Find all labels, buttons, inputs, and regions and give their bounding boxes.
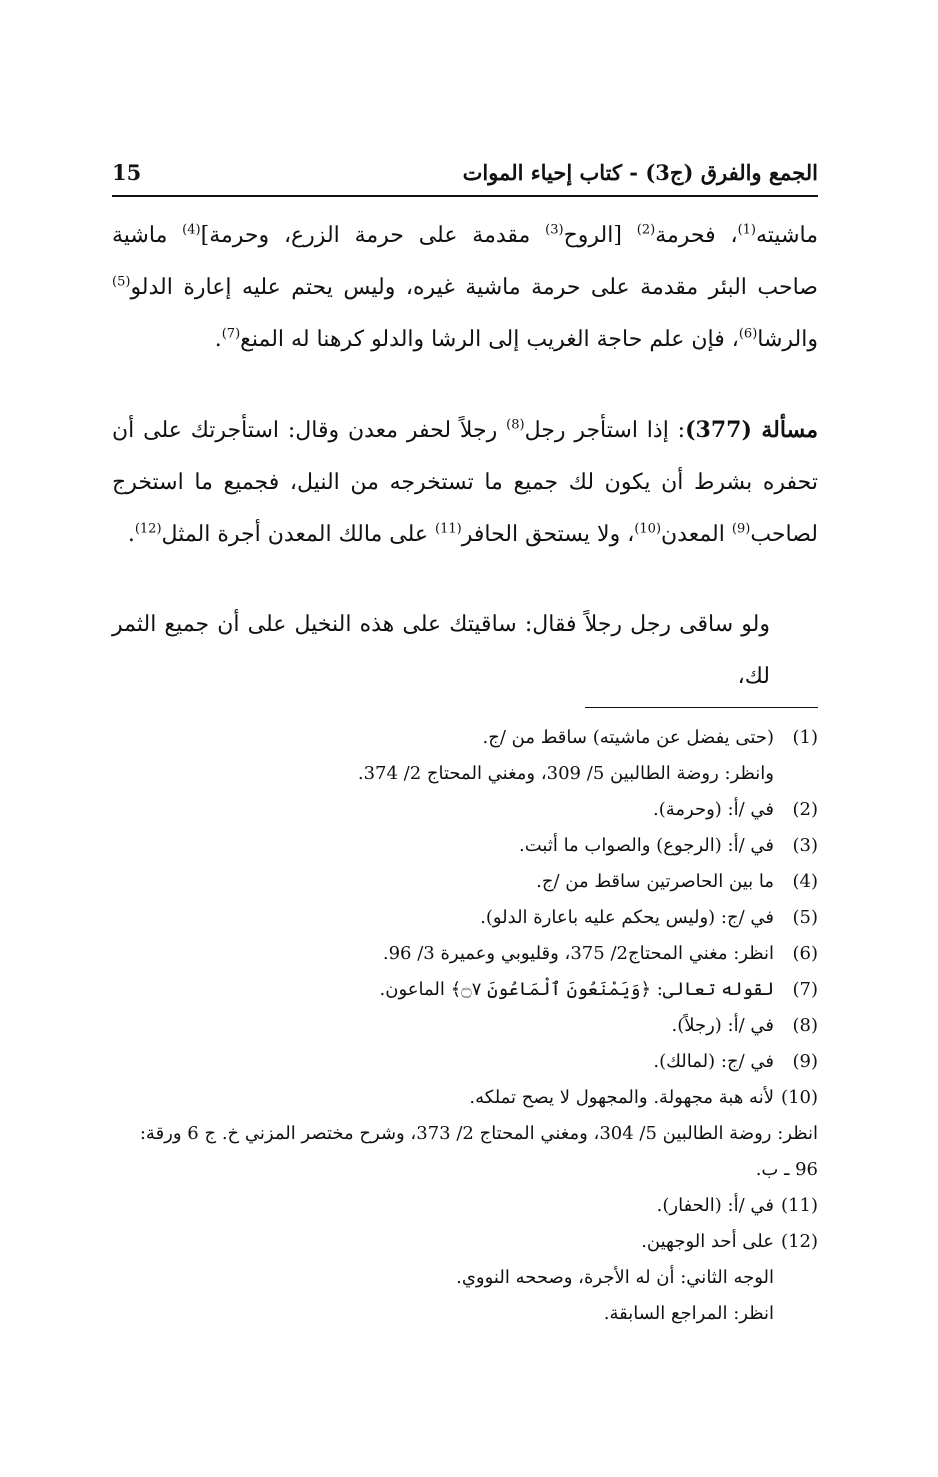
footnote-2 [112, 792, 818, 828]
footnote-text: في /ج: (وليس يحكم عليه باعارة الدلو). [480, 907, 774, 928]
header-rule [112, 195, 818, 197]
footnote-separator [585, 707, 818, 708]
text-run: . [127, 522, 135, 547]
footnote-number: (8) [792, 1015, 818, 1036]
paragraph-3: ولو ساقى رجل رجلاً فقال: ساقيتك على هذه النخيل على أن جميع الثمر لك، [112, 612, 770, 689]
footnote-7 [112, 972, 818, 1008]
footnote-number: (2) [792, 799, 818, 820]
footnote-ref: (8) [506, 417, 525, 433]
footnote-1-continuation: وانظر: روضة الطالبين 5/ 309، ومغني المحتاج 2/ 374. [357, 763, 774, 784]
text-run: ، فإن علم حاجة الغريب إلى الرشا والدلو كرهنا له المنع [240, 327, 739, 352]
footnote-text: لأنه هبة مجهولة. والمجهول لا يصح تملكه. [469, 1087, 774, 1108]
footnote-10 [112, 1080, 818, 1116]
footnote-number: (7) [792, 979, 818, 1000]
text-run: ماشية صاحب البئر مقدمة على حرمة ماشية غيره، وليس يحتم عليه إعارة الدلو [112, 223, 818, 300]
text-run: المعدن [661, 522, 732, 547]
spacer [112, 366, 818, 404]
running-title: الجمع والفرق (ج3) - كتاب إحياء الموات [462, 159, 818, 185]
footnote-9 [112, 1044, 818, 1080]
footnote-11 [112, 1188, 818, 1224]
text-run: ، فحرمة [655, 223, 738, 248]
footnote-ref: (5) [112, 274, 131, 290]
footnote-number: (9) [792, 1051, 818, 1072]
running-header [112, 150, 818, 194]
text-run: : إذا استأجر رجل [524, 418, 686, 443]
footnote-ref: (11) [435, 521, 462, 537]
footnote-text: في /أ: (الحفار). [656, 1195, 774, 1216]
spacer [112, 561, 818, 599]
footnote-12-continuation-2: انظر: المراجع السابقة. [603, 1303, 774, 1324]
text-run: ماشيته [756, 223, 818, 248]
footnote-10-continuation: انظر: روضة الطالبين 5/ 304، ومغني المحتاج 2/ 373، وشرح مختصر المزني خ. ج 6 ورقة: 96 ـ ب. [139, 1123, 818, 1180]
footnote-6 [112, 936, 818, 972]
footnote-ref: (12) [134, 521, 162, 537]
footnote-number: (5) [792, 907, 818, 928]
footnote-12-continuation: الوجه الثاني: أن له الأجرة، وصححه النووي. [456, 1267, 774, 1288]
issue-label: مسألة (377) [685, 417, 818, 443]
page-number: 15 [112, 159, 142, 185]
text-run: مقدمة على حرمة الزرع، وحرمة] [200, 223, 546, 248]
footnote-text: انظر: مغني المحتاج2/ 375، وقليوبي وعميرة 3/ 96. [382, 943, 774, 964]
footnote-number: (11) [781, 1195, 818, 1216]
footnote-number: (6) [792, 943, 818, 964]
footnote-text: (حتى يفضل عن ماشيته) ساقط من /ج. [482, 727, 774, 748]
footnote-number: (1) [792, 727, 818, 748]
text-run: ، ولا يستحق الحافر [461, 522, 635, 547]
text-run: على مالك المعدن أجرة المثل [161, 522, 436, 547]
footnote-12 [112, 1224, 818, 1260]
footnote-ref: (3) [545, 222, 564, 238]
footnote-text: في /أ: (وحرمة). [653, 799, 774, 820]
footnote-4 [112, 864, 818, 900]
footnote-ref: (10) [634, 521, 662, 537]
footnote-ref: (2) [636, 222, 656, 238]
footnotes [112, 720, 818, 1332]
footnote-3 [112, 828, 818, 864]
footnote-ref: (9) [731, 521, 751, 537]
footnote-text: في /ج: (لمالك). [653, 1051, 774, 1072]
footnote-number: (4) [792, 871, 818, 892]
footnote-ref: (1) [737, 222, 756, 238]
footnote-5 [112, 900, 818, 936]
footnote-text: لقوله تعالى: ﴿وَيَمْنَعُونَ ٱلْمَاعُونَ ۝٧﴾ الماعون. [379, 979, 774, 1000]
text-run: . [214, 327, 222, 352]
footnote-text: ما بين الحاصرتين ساقط من /ج. [536, 871, 774, 892]
footnote-text: على أحد الوجهين. [641, 1231, 774, 1252]
footnote-ref: (6) [738, 326, 758, 342]
text-run: والرشا [757, 327, 818, 352]
footnote-text: في /أ: (الرجوع) والصواب ما أثبت. [519, 835, 774, 856]
text-run: [الروح [563, 223, 637, 248]
footnote-1 [112, 720, 818, 756]
footnote-number: (10) [781, 1087, 818, 1108]
text-run: رجلاً لحفر معدن وقال: استأجرتك على أن تحفره بشرط أن يكون لك جميع ما تستخرجه من النيل، فجميع ما استخرج لصاحب [112, 418, 818, 547]
paragraph-masala-377 [112, 404, 818, 561]
footnote-text: في /أ: (رجلاً). [671, 1015, 774, 1036]
paragraph-1 [112, 210, 818, 366]
footnote-number: (3) [792, 835, 818, 856]
footnote-ref: (7) [221, 326, 241, 342]
footnote-number: (12) [781, 1231, 818, 1252]
footnote-ref: (4) [182, 222, 201, 238]
footnote-8 [112, 1008, 818, 1044]
main-text [112, 210, 818, 703]
